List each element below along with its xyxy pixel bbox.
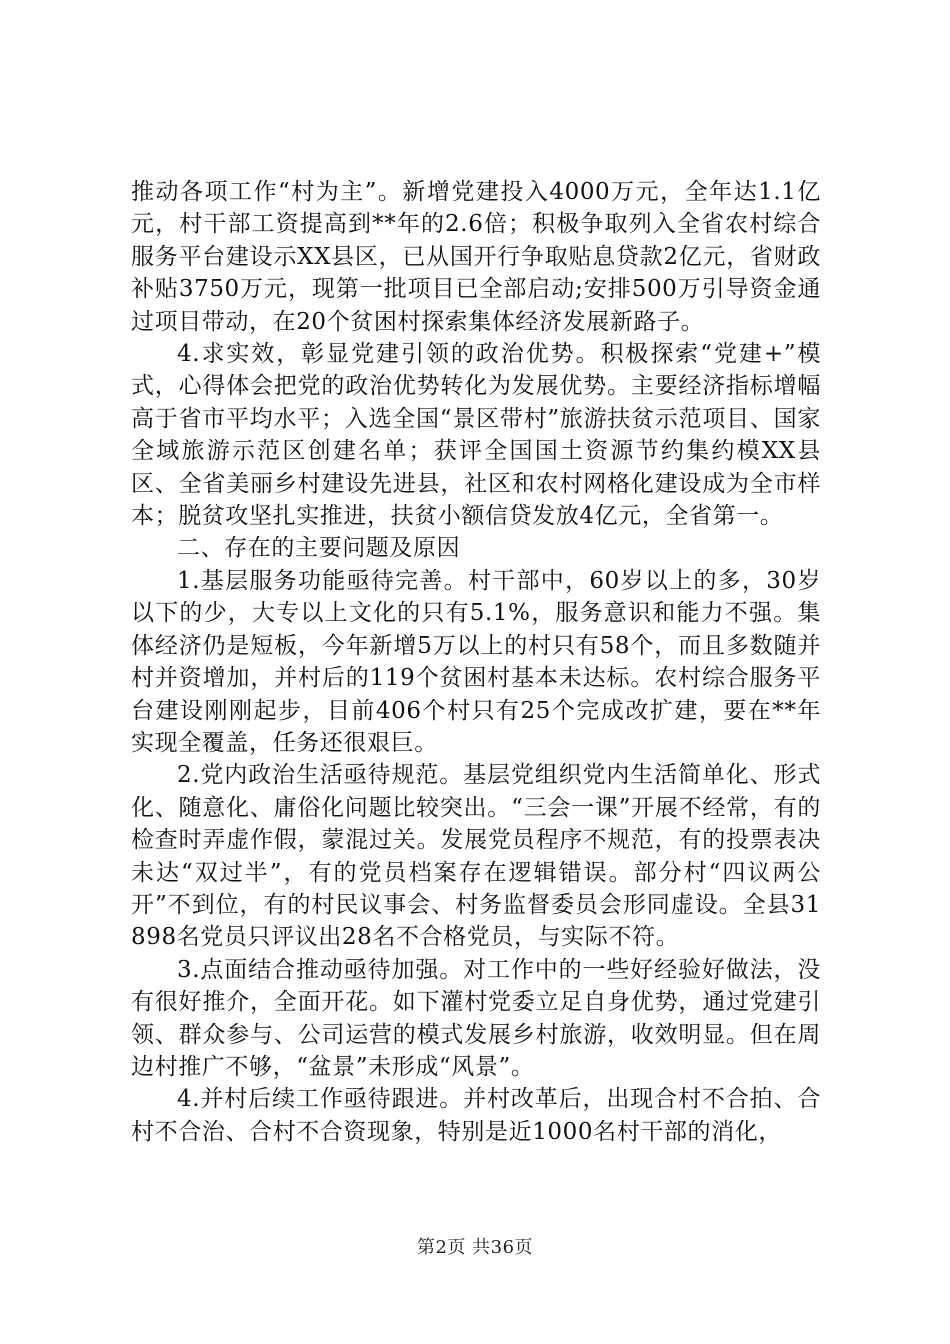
paragraph-problem-2: 2.党内政治生活亟待规范。基层党组织党内生活简单化、形式化、随意化、庸俗化问题比较突出。“三会一课”开展不经常，有的检查时弄虚作假，蒙混过关。发展党员程序不规范，有的投票表决未达“双过半”，有的党员档案存在逻辑错误。部分村“四议两公开”不到位，有的村民议事会、村务监督委员会形同虚设。全县31898名党员只评议出28名不合格党员，与实际不符。 bbox=[131, 762, 821, 951]
paragraph-problem-1: 1.基层服务功能亟待完善。村干部中，60岁以上的多，30岁以下的少，大专以上文化的只有5.1%，服务意识和能力不强。集体经济仍是短板，今年新增5万以上的村只有58个，而且多数随并村并资增加，并村后的119个贫困村基本未达标。农村综合服务平台建设刚刚起步，目前406个村只有25个完成改扩建，要在**年实现全覆盖，任务还很艰巨。 bbox=[131, 567, 821, 756]
paragraph-problem-4: 4.并村后续工作亟待跟进。并村改革后，出现合村不合拍、合村不合治、合村不合资现象，特别是近1000名村干部的消化， bbox=[131, 1086, 821, 1145]
paragraph-item-4: 4.求实效，彰显党建引领的政治优势。积极探索“党建+”模式，心得体会把党的政治优势转化为发展优势。主要经济指标增幅高于省市平均水平；入选全国“景区带村”旅游扶贫示范项目、国家全域旅游示范区创建名单；获评全国国土资源节约集约模XX县区、全省美丽乡村建设先进县，社区和农村网格化建设成为全市样本；脱贫攻坚扎实推进，扶贫小额信贷发放4亿元，全省第一。 bbox=[131, 341, 821, 530]
section-heading: 二、存在的主要问题及原因 bbox=[177, 535, 461, 562]
paragraph-continuation: 推动各项工作“村为主”。新增党建投入4000万元，全年达1.1亿元，村干部工资提高到**年的2.6倍；积极争取列入全省农村综合服务平台建设示XX县区，已从国开行争取贴息贷款2亿元，省财政补贴3750万元，现第一批项目已全部启动;安排500万引导资金通过项目带动，在20个贫困村探索集体经济发展新路子。 bbox=[131, 179, 821, 335]
paragraph-problem-3: 3.点面结合推动亟待加强。对工作中的一些好经验好做法，没有很好推介，全面开花。如下灌村党委立足自身优势，通过党建引领、群众参与、公司运营的模式发展乡村旅游，收效明显。但在周边村推广不够，“盆景”未形成“风景”。 bbox=[131, 956, 821, 1080]
document-body bbox=[131, 176, 821, 1148]
page-footer: 第2页 共36页 bbox=[416, 1237, 534, 1258]
